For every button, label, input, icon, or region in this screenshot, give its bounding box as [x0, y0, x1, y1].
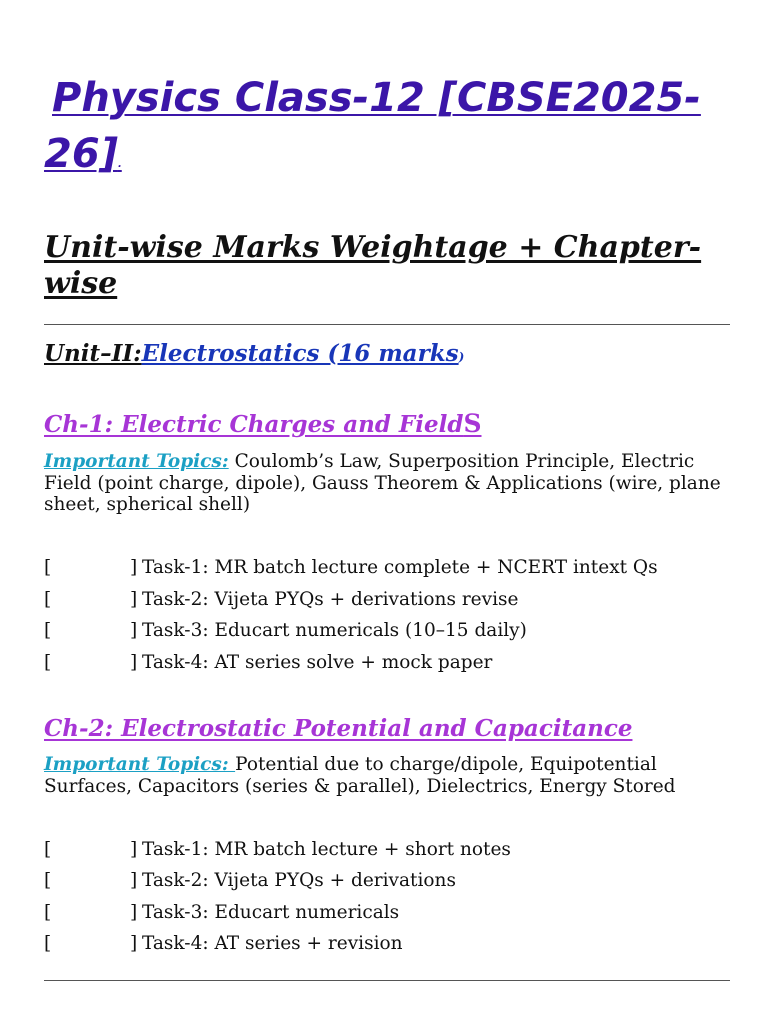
chapter-2-title: [44, 713, 632, 745]
divider-bottom: [44, 980, 730, 981]
chapter-1-task-1[interactable]: [44, 555, 730, 581]
chapter-1-task-4[interactable]: [44, 650, 730, 676]
checkbox-close: ]: [130, 902, 138, 923]
unit-label: Unit–II:: [44, 340, 142, 367]
chapter-2-task-1[interactable]: [44, 837, 730, 863]
checkbox-open: [: [44, 933, 52, 954]
checkbox-close: ]: [130, 933, 138, 954]
chapter-1-task-2[interactable]: [44, 587, 730, 613]
checkbox-open: [: [44, 902, 52, 923]
divider-top: [44, 324, 730, 325]
unit-heading: [44, 338, 464, 373]
checkbox-close: ]: [130, 620, 138, 641]
unit-close-paren: ): [458, 350, 465, 364]
chapter-2-topics-text: Potential due to charge/dipole, Equipotential Surfaces, Capacitors (series & parallel), Dielectrics, Energy Stored: [44, 754, 676, 797]
unit-name: Electrostatics (16 marks: [141, 340, 459, 367]
checkbox-close: ]: [130, 557, 138, 578]
checkbox-close: ]: [130, 839, 138, 860]
checkbox-open: [: [44, 557, 52, 578]
task-label: Task-1: MR batch lecture complete + NCERT intext Qs: [142, 557, 658, 578]
task-label: Task-4: AT series + revision: [142, 933, 403, 954]
chapter-1-topics-text: Coulomb’s Law, Superposition Principle, Electric Field (point charge, dipole), Gauss Theorem & Applications (wire, plane sheet, spherical shell): [44, 451, 721, 515]
subtitle-line-2: wise: [44, 266, 118, 301]
checkbox-open: [: [44, 652, 52, 673]
title-line-2: 26]: [44, 131, 118, 177]
title-line-1: Physics Class-12 [CBSE2025-: [52, 75, 701, 121]
task-label: Task-1: MR batch lecture + short notes: [142, 839, 511, 860]
checkbox-close: ]: [130, 870, 138, 891]
checkbox-open: [: [44, 589, 52, 610]
task-label: Task-3: Educart numericals: [142, 902, 400, 923]
title-dot: .: [117, 159, 122, 170]
chapter-1-title-text: Ch-1: Electric Charges and Field: [44, 411, 464, 438]
subtitle-line-1: Unit-wise Marks Weightage + Chapter-: [44, 230, 702, 265]
task-label: Task-3: Educart numericals (10–15 daily): [142, 620, 527, 641]
checkbox-close: ]: [130, 589, 138, 610]
chapter-2-task-3[interactable]: [44, 900, 730, 926]
chapter-2-topics: [44, 754, 730, 797]
chapter-1-topics-label: Important Topics:: [44, 451, 229, 472]
page-title: [44, 70, 730, 193]
checkbox-open: [: [44, 620, 52, 641]
task-label: Task-4: AT series solve + mock paper: [142, 652, 493, 673]
checkbox-open: [: [44, 839, 52, 860]
chapter-1-topics: [44, 451, 730, 516]
chapter-1-task-3[interactable]: [44, 618, 730, 644]
chapter-2-title-text: Ch-2: Electrostatic Potential and Capacitance: [44, 715, 633, 742]
task-label: Task-2: Vijeta PYQs + derivations: [142, 870, 456, 891]
chapter-2-topics-label: Important Topics:: [44, 754, 236, 775]
task-label: Task-2: Vijeta PYQs + derivations revise: [142, 589, 519, 610]
chapter-2-task-2[interactable]: [44, 868, 730, 894]
checkbox-open: [: [44, 870, 52, 891]
chapter-2-task-4[interactable]: [44, 931, 730, 957]
chapter-1-title-end: S: [463, 409, 482, 438]
page-subtitle: [44, 230, 730, 302]
checkbox-close: ]: [130, 652, 138, 673]
chapter-1-title: [44, 408, 482, 441]
